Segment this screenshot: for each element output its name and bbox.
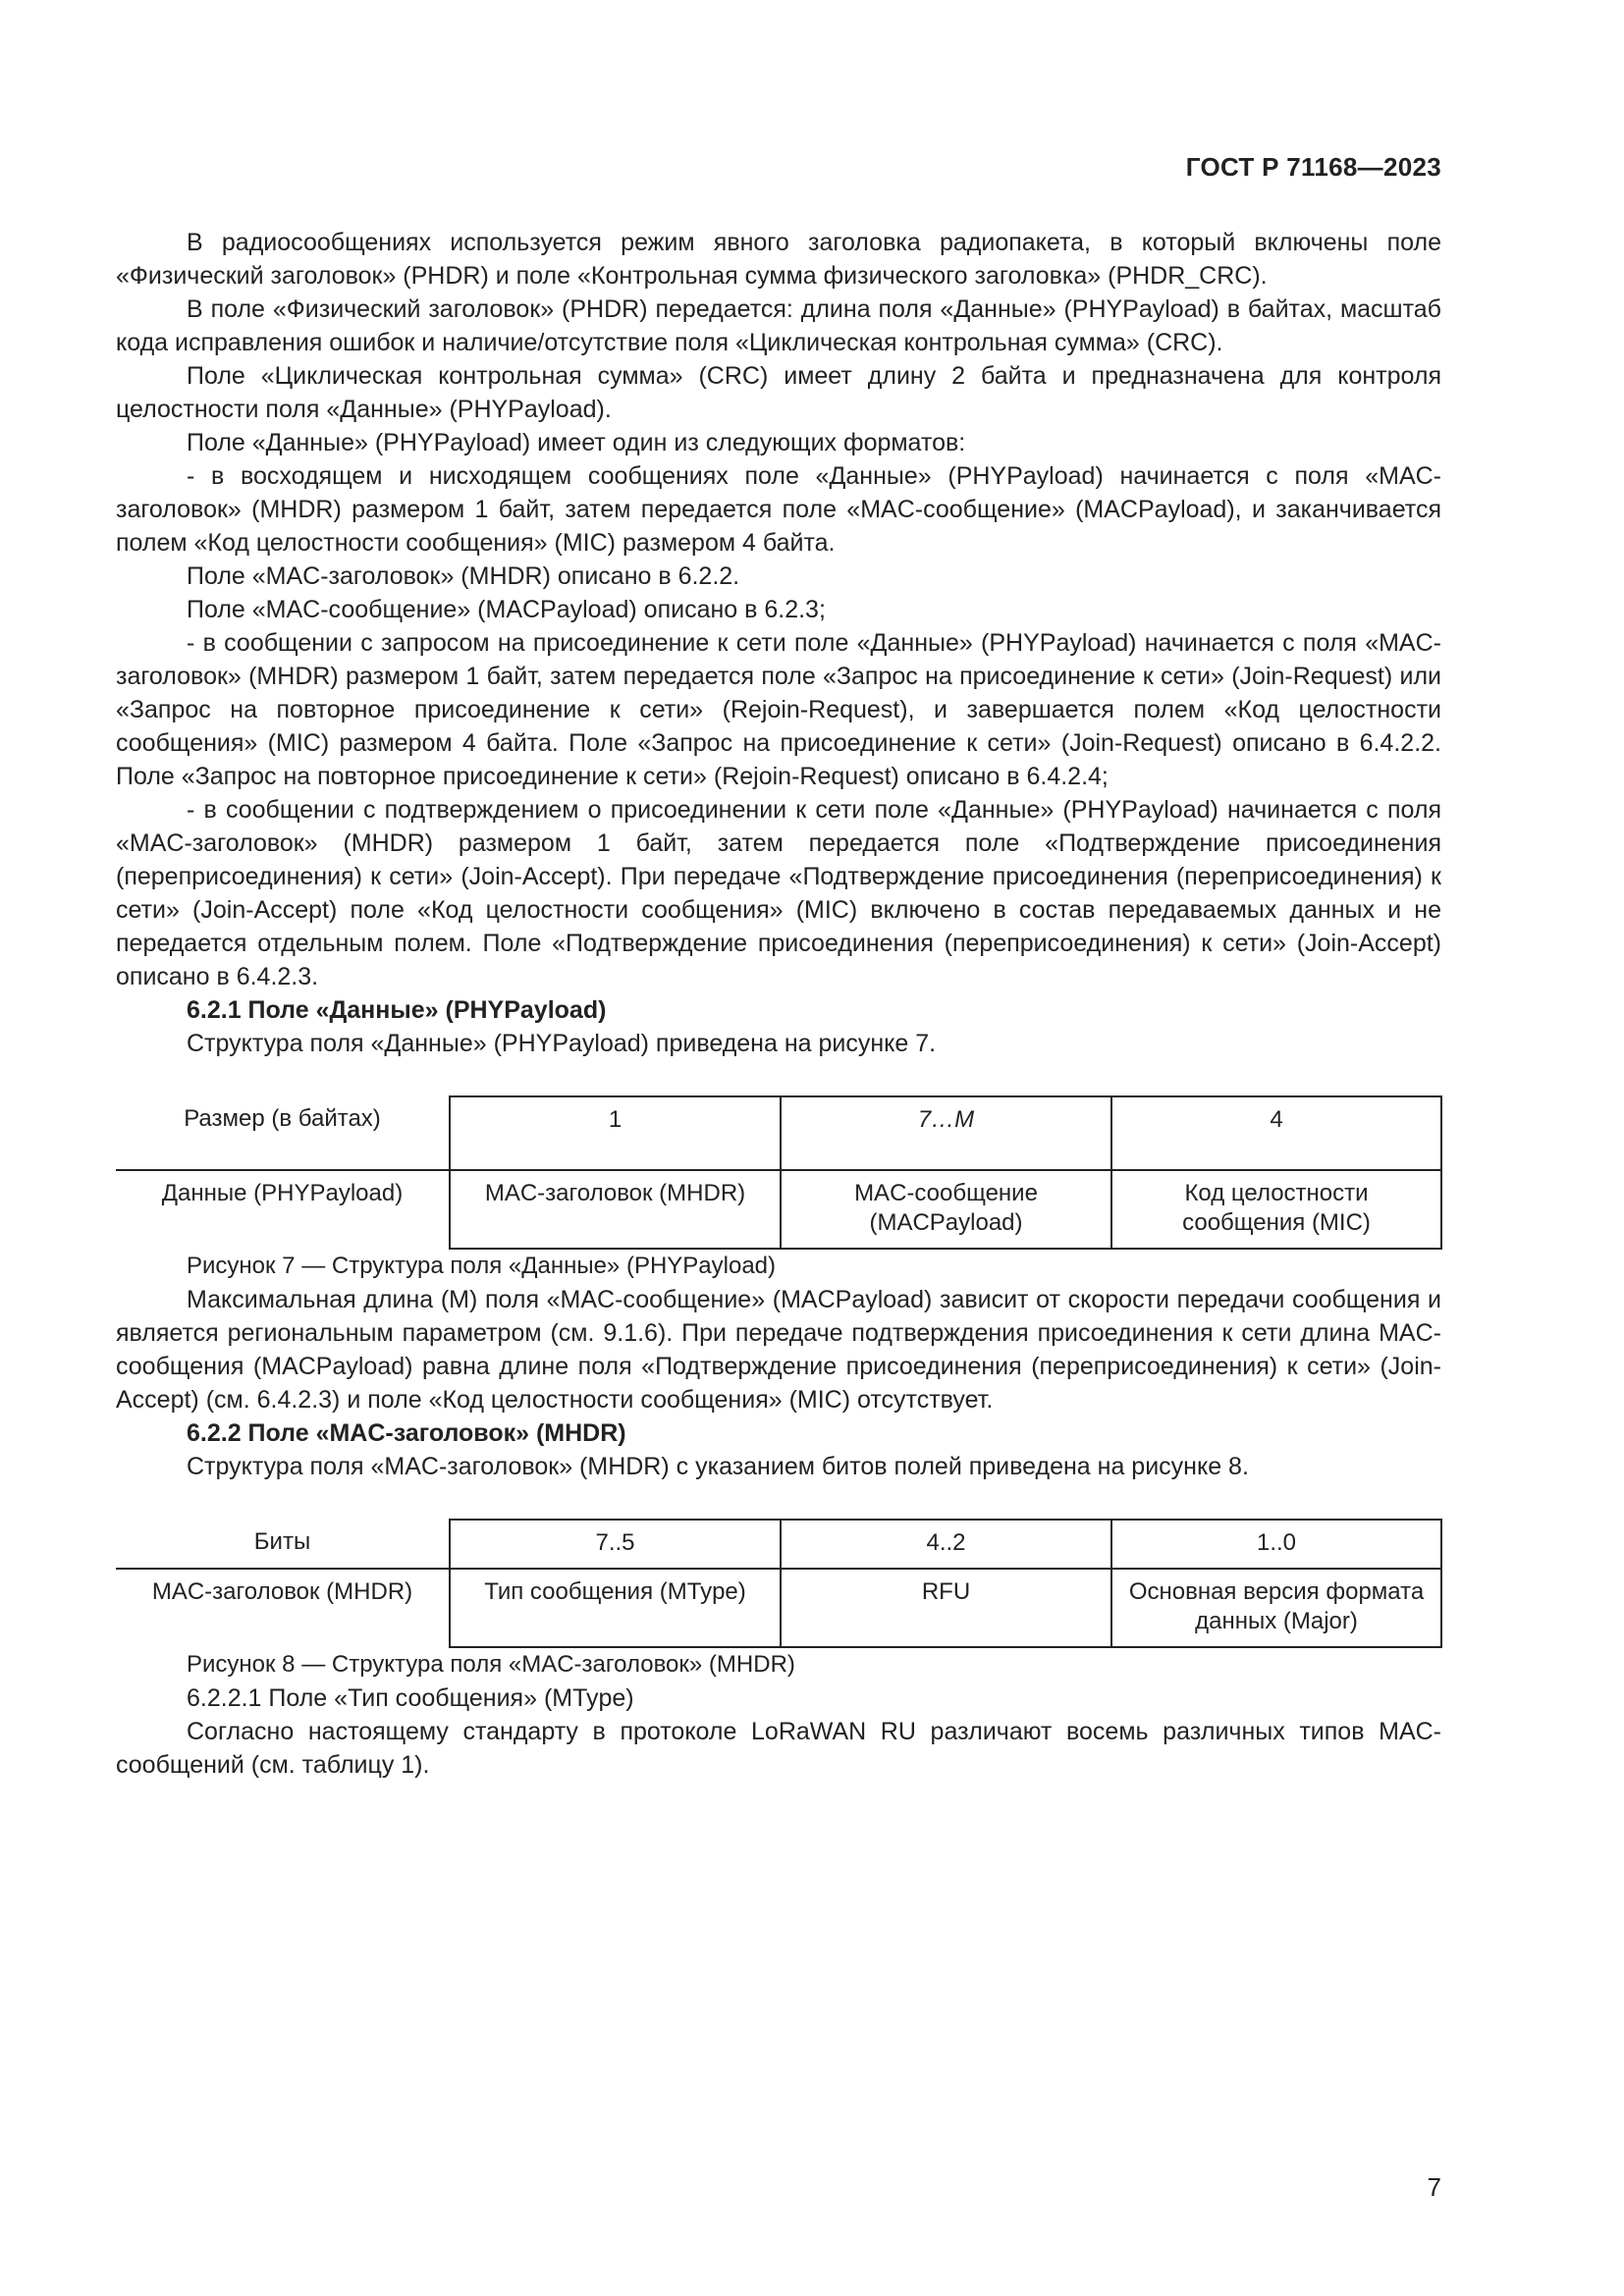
list-item: - в сообщении с подтверждением о присоединении к сети поле «Данные» (PHYPayload) начинается с поля «MAC-заголовок» (MHDR) размером 1 байт, затем передается поле «Подтверждение присоединения (переприсоединения) к сети» (Join-Accept). При передаче «Подтверждение присоединения (переприсоединения) к сети» (Join-Accept) поле «Код целостности сообщения» (MIC) включено в состав передаваемых данных и не передается отдельным полем. Поле «Подтверждение присоединения (переприсоединения) к сети» (Join-Accept) описано в 6.4.2.3. [116, 796, 1441, 990]
figure-8-caption: Рисунок 8 — Структура поля «MAC-заголовок» (MHDR) [187, 1651, 795, 1678]
paragraph: Максимальная длина (M) поля «MAC-сообщение» (MACPayload) зависит от скорости передачи сообщения и является региональным параметром (см. 9.1.6). При передаче подтверждения присоединения к сети длина MAC-сообщения (MACPayload) равна длине поля «Подтверждение присоединения (переприсоединения) к сети» (Join-Accept) (см. 6.4.2.3) и поле «Код целостности сообщения» (MIC) отсутствует. [116, 1286, 1441, 1414]
table-cell: 7..5 [450, 1520, 781, 1569]
paragraph: Поле «MAC-заголовок» (MHDR) описано в 6.2.2. [187, 562, 740, 590]
table-row [116, 1096, 1441, 1170]
page-number: 7 [1427, 2172, 1441, 2202]
table-cell: 1 [450, 1096, 781, 1170]
figure-8-table [116, 1519, 1442, 1648]
paragraph: Поле «Данные» (PHYPayload) имеет один из следующих форматов: [187, 429, 966, 456]
table-cell: Биты [116, 1520, 450, 1569]
section-heading-6-2-1: 6.2.1 Поле «Данные» (PHYPayload) [187, 996, 607, 1024]
section-heading-6-2-2: 6.2.2 Поле «MAC-заголовок» (MHDR) [187, 1419, 626, 1447]
table-row [116, 1520, 1441, 1569]
list-item: - в восходящем и нисходящем сообщениях поле «Данные» (PHYPayload) начинается с поля «MAC-заголовок» (MHDR) размером 1 байт, затем передается поле «MAC-сообщение» (MACPayload), и заканчивается полем «Код целостности сообщения» (MIC) размером 4 байта. [116, 462, 1441, 557]
list-item: - в сообщении с запросом на присоединение к сети поле «Данные» (PHYPayload) начинается с поля «MAC-заголовок» (MHDR) размером 1 байт, затем передается поле «Запрос на присоединение к сети» (Join-Request) или «Запрос на повторное присоединение к сети» (Rejoin-Request), и завершается полем «Код целостности сообщения» (MIC) размером 4 байта. Поле «Запрос на присоединение к сети» (Join-Request) описано в 6.4.2.2. Поле «Запрос на повторное присоединение к сети» (Rejoin-Request) описано в 6.4.2.4; [116, 629, 1441, 790]
table-cell: MAC-заголовок (MHDR) [450, 1170, 781, 1249]
paragraph: Поле «MAC-сообщение» (MACPayload) описано в 6.2.3; [187, 596, 826, 623]
table-cell: 4..2 [781, 1520, 1111, 1569]
figure-7-table [116, 1095, 1442, 1250]
table-cell: Основная версия формата данных (Major) [1111, 1569, 1441, 1647]
table-cell: 4 [1111, 1096, 1441, 1170]
table-cell: Данные (PHYPayload) [161, 1180, 404, 1206]
paragraph: Структура поля «MAC-заголовок» (MHDR) с указанием битов полей приведена на рисунке 8. [187, 1453, 1249, 1480]
figure-7-caption: Рисунок 7 — Структура поля «Данные» (PHYPayload) [187, 1253, 777, 1279]
paragraph: Согласно настоящему стандарту в протоколе LoRaWAN RU различают восемь различных типов MAC-сообщений (см. таблицу 1). [116, 1718, 1441, 1779]
document-body [116, 226, 1441, 1782]
document-header: ГОСТ Р 71168—2023 [1185, 152, 1441, 182]
table-cell: Код целостности сообщения (MIC) [1111, 1170, 1441, 1249]
table-row [116, 1569, 1441, 1647]
table-cell: 1..0 [1111, 1520, 1441, 1569]
table-cell: Размер (в байтах) [116, 1096, 450, 1170]
table-cell: MAC-сообщение (MACPayload) [781, 1170, 1111, 1249]
paragraph: Структура поля «Данные» (PHYPayload) приведена на рисунке 7. [187, 1030, 937, 1057]
table-cell: MAC-заголовок (MHDR) [151, 1578, 413, 1605]
table-row [116, 1170, 1441, 1249]
table-cell: Тип сообщения (MType) [450, 1569, 781, 1647]
paragraph: В поле «Физический заголовок» (PHDR) передается: длина поля «Данные» (PHYPayload) в байтах, масштаб кода исправления ошибок и наличие/отсутствие поля «Циклическая контрольная сумма» (CRC). [116, 295, 1441, 356]
paragraph: Поле «Циклическая контрольная сумма» (CRC) имеет длину 2 байта и предназначена для контроля целостности поля «Данные» (PHYPayload). [116, 362, 1441, 423]
paragraph: В радиосообщениях используется режим явного заголовка радиопакета, в который включены поле «Физический заголовок» (PHDR) и поле «Контрольная сумма физического заголовка» (PHDR_CRC). [116, 229, 1441, 290]
section-heading-6-2-2-1: 6.2.2.1 Поле «Тип сообщения» (MType) [187, 1684, 634, 1712]
table-cell: 7…M [781, 1096, 1111, 1170]
table-cell: RFU [781, 1569, 1111, 1647]
